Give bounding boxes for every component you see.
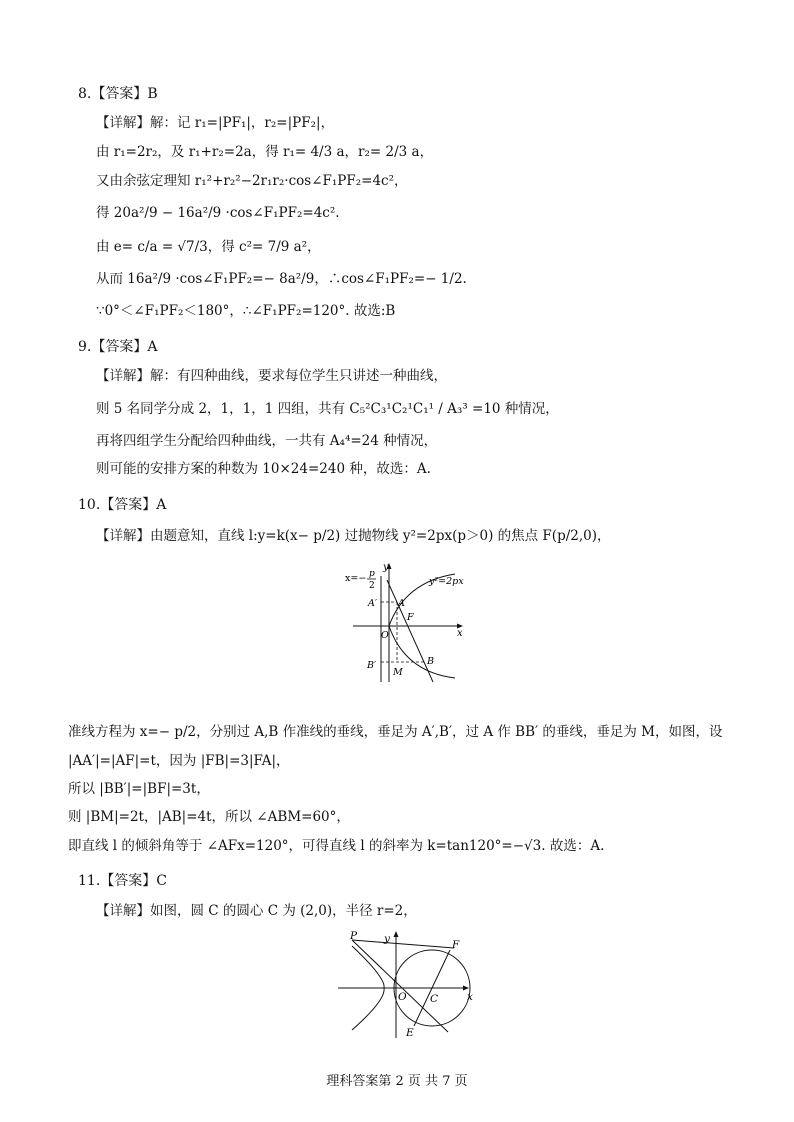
q10-label-directrix-den: 2	[369, 581, 375, 591]
q10-label-parabola: y²=2px	[429, 576, 464, 587]
q10-line-2: 准线方程为 x=− p/2，分别过 A,B 作准线的垂线，垂足为 A′,B′，过 A 作 BB′ 的垂线，垂足为 M，如图，设	[68, 724, 723, 740]
q10-label-directrix-pre: x=−	[345, 573, 367, 584]
q9-answer-heading: 9.【答案】A	[78, 339, 158, 355]
q10-line-4: 所以 |BB′|=|BF|=3t，	[68, 781, 210, 797]
q10-label-f: F	[407, 612, 414, 623]
q9-line-2: 则 5 名同学分成 2，1，1，1 四组，共有 C₅²C₃¹C₂¹C₁¹ / A₃³ =10 种情况，	[96, 401, 559, 417]
q10-parabola-figure	[335, 560, 485, 685]
q11-label-o: O	[398, 991, 407, 1003]
q10-label-o: O	[381, 630, 389, 641]
q9-line-4: 则可能的安排方案的种数为 10×24=240 种，故选：A.	[96, 461, 431, 477]
q11-x-arrow	[463, 986, 469, 991]
q10-line-6: 即直线 l 的倾斜角等于 ∠AFx=120°，可得直线 l 的斜率为 k=tan120°=−√3. 故选：A.	[68, 838, 605, 854]
q8-line-4: 得 20a²/9 − 16a²/9 ·cos∠F₁PF₂=4c².	[96, 205, 340, 221]
q11-answer-heading: 11.【答案】C	[78, 873, 167, 889]
q10-line-5: 则 |BM|=2t，|AB|=4t，所以 ∠ABM=60°，	[68, 809, 350, 825]
q10-label-a1: A′	[368, 598, 378, 609]
q11-y-arrow	[394, 931, 399, 937]
q11-line-pe	[352, 940, 448, 1032]
q11-label-c: C	[430, 993, 439, 1005]
q10-label-b1: B′	[367, 660, 377, 671]
q11-circle-figure	[330, 928, 480, 1043]
q11-line-1: 【详解】如图，圆 C 的圆心 C 为 (2,0)，半径 r=2，	[96, 903, 417, 919]
q10-label-m: M	[393, 667, 403, 678]
q9-line-1: 【详解】解：有四种曲线，要求每位学生只讲述一种曲线，	[96, 368, 447, 384]
q8-line-5: 由 e= c/a = √7/3，得 c²= 7/9 a²，	[96, 239, 321, 255]
q8-answer-heading: 8.【答案】B	[78, 86, 158, 102]
q11-label-y: y	[384, 933, 390, 945]
q10-label-b: B	[427, 656, 434, 667]
q10-label-x: x	[457, 628, 463, 639]
q10-line-1: 【详解】由题意知，直线 l:y=k(x− p/2) 过抛物线 y²=2px(p＞0) 的焦点 F(p/2,0)，	[96, 528, 611, 544]
q9-line-3: 再将四组学生分配给四种曲线，一共有 A₄⁴=24 种情况，	[96, 433, 438, 449]
q11-label-f: F	[452, 939, 460, 951]
q10-label-a: A	[398, 598, 405, 609]
q8-line-1: 【详解】解：记 r₁=|PF₁|，r₂=|PF₂|，	[96, 115, 335, 131]
q11-label-p: P	[350, 930, 358, 942]
q11-label-x: x	[467, 991, 473, 1003]
q10-answer-heading: 10.【答案】A	[78, 497, 167, 513]
q8-line-6: 从而 16a²/9 ·cos∠F₁PF₂=− 8a²/9，∴cos∠F₁PF₂=− 1/2.	[96, 271, 467, 287]
q8-line-3: 又由余弦定理知 r₁²+r₂²−2r₁r₂·cos∠F₁PF₂=4c²，	[96, 173, 408, 189]
q11-label-e: E	[406, 1027, 414, 1039]
q10-label-y: y	[383, 562, 389, 573]
q10-label-directrix-num: p	[369, 569, 375, 579]
page-footer: 理科答案第 2 页 共 7 页	[326, 1074, 468, 1089]
q11-line-pf	[352, 940, 454, 948]
q8-line-2: 由 r₁=2r₂，及 r₁+r₂=2a，得 r₁= 4/3 a，r₂= 2/3 a，	[96, 144, 434, 160]
q8-line-7: ∵0°＜∠F₁PF₂＜180°，∴∠F₁PF₂=120°. 故选:B	[96, 303, 396, 319]
q10-line-3: |AA′|=|AF|=t，因为 |FB|=3|FA|，	[68, 753, 290, 769]
